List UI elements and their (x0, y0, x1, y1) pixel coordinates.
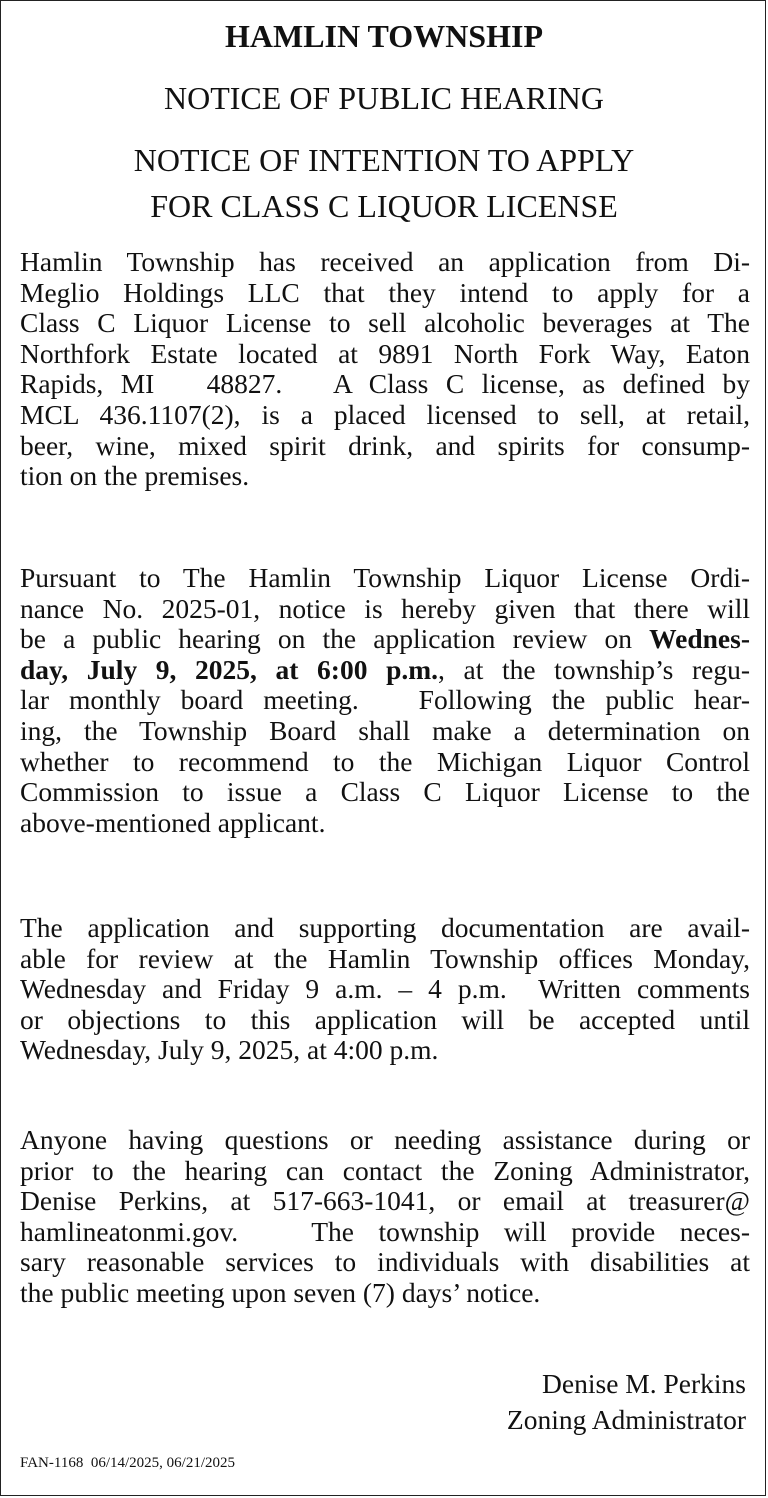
review-paragraph (20, 913, 750, 1066)
paragraph-line: able for review at the Hamlin Township offices Monday, (20, 942, 750, 974)
paragraph-line: MCL 436.1107(2), is a placed licensed to sell, at retail, (20, 398, 750, 430)
paragraph-line (20, 655, 750, 686)
hearing-date-bold-start: Wednes- (649, 623, 750, 655)
publication-footer: FAN-1168 06/14/2025, 06/21/2025 (20, 1455, 236, 1471)
township-heading: HAMLIN TOWNSHIP (225, 18, 543, 54)
paragraph-line: above-mentioned applicant. (20, 806, 326, 838)
paragraph-line: tion on the premises. (20, 460, 250, 492)
paragraph-line: prior to the hearing can contact the Zoning Administrator, (20, 1154, 750, 1186)
paragraph-line: Commission to issue a Class C Liquor License to the (20, 776, 750, 808)
paragraph-line: Anyone having questions or needing assistance during or (20, 1124, 750, 1155)
paragraph-line: sary reasonable services to individuals with disabilities at (20, 1246, 750, 1278)
signature-title: Zoning Administrator (506, 1404, 746, 1435)
hearing-date-bold: day, July 9, 2025, at 6:00 p.m. (20, 653, 439, 685)
paragraph-line: Meglio Holdings LLC that they intend to apply for a (20, 276, 750, 308)
hearing-heading: NOTICE OF PUBLIC HEARING (164, 80, 604, 116)
paragraph-line: Rapids, MI 48827. A Class C license, as defined by (20, 368, 750, 400)
signature-name: Denise M. Perkins (542, 1368, 746, 1399)
paragraph-line: beer, wine, mixed spirit drink, and spirits for consump- (20, 429, 750, 461)
paragraph-line: lar monthly board meeting. Following the public hear- (20, 684, 750, 716)
intention-heading-line1: NOTICE OF INTENTION TO APPLY (133, 142, 635, 178)
hearing-paragraph (20, 563, 750, 838)
paragraph-line: Wednesday, July 9, 2025, at 4:00 p.m. (20, 1034, 439, 1066)
hearing-text-pre: be a public hearing on the application review on (20, 623, 650, 655)
paragraph-line: the public meeting upon seven (7) days’ notice. (20, 1276, 541, 1308)
paragraph-line: The application and supporting documentation are avail- (20, 912, 750, 943)
contact-paragraph (20, 1125, 750, 1309)
paragraph-line: nance No. 2025-01, notice is hereby given that there will (20, 592, 750, 624)
paragraph-line: Hamlin Township has received an application from Di- (20, 246, 750, 277)
paragraph-line: whether to recommend to the Michigan Liquor Control (20, 745, 750, 777)
paragraph-line: ing, the Township Board shall make a determination on (20, 714, 750, 746)
paragraph-line: hamlineatonmi.gov. The township will provide neces- (20, 1215, 750, 1247)
paragraph-line: Wednesday and Friday 9 a.m. – 4 p.m. Written comments (20, 973, 750, 1005)
paragraph-line: or objections to this application will be accepted until (20, 1003, 750, 1035)
intention-heading-line2: FOR CLASS C LIQUOR LICENSE (150, 188, 618, 224)
application-paragraph (20, 247, 750, 492)
paragraph-line: Denise Perkins, at 517-663-1041, or email at treasurer@ (20, 1185, 750, 1217)
paragraph-line: Northfork Estate located at 9891 North Fork Way, Eaton (20, 337, 750, 369)
paragraph-line: Class C Liquor License to sell alcoholic beverages at The (20, 307, 750, 339)
hearing-text-post: , at the township’s regu- (438, 653, 750, 685)
paragraph-line: Pursuant to The Hamlin Township Liquor License Ordi- (20, 562, 750, 593)
paragraph-line (20, 624, 750, 655)
